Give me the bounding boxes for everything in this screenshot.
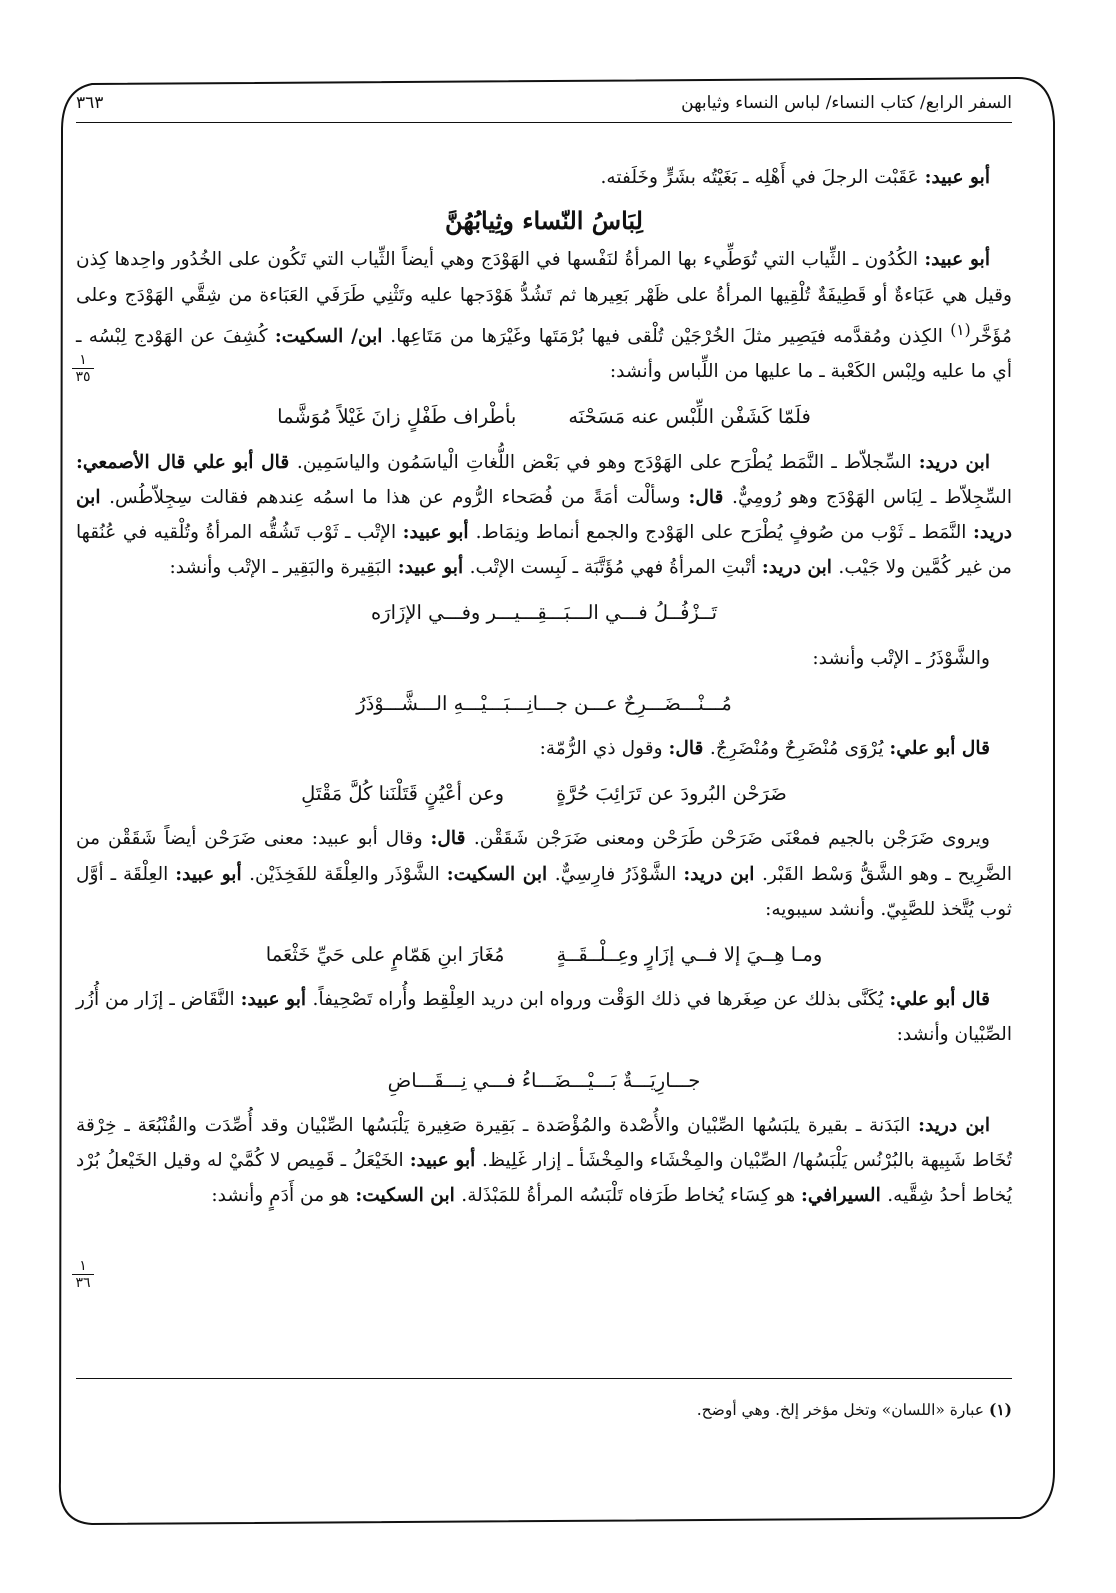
footnote-ref: (١) <box>950 320 971 339</box>
author-label: قال: <box>430 828 474 850</box>
author-label: قال أبو علي: <box>889 989 990 1011</box>
text-run: الشَّوْذَرُ فارِسِيٌّ. <box>554 863 684 885</box>
margin-note-folio-36 <box>72 1258 94 1291</box>
page-content <box>76 88 1012 1508</box>
margin-note-numerator: ١ <box>72 1258 94 1275</box>
verse-hemistich-second: مُغَارَ ابنِ هَمّامٍ على حَيِّ خَثْعَما <box>265 943 505 967</box>
text-run: وقول ذي الرُّمّة: <box>539 738 669 760</box>
verse-4 <box>76 776 1012 811</box>
verse-line: تَــزْفُــلُ فـــي الـــبَـــقِـــيـــر وفـــي الإزَارَه <box>370 601 718 625</box>
text-run: أتْبتِ المرأةُ فهي مُؤَتَّبَة ـ لَبِست الإتْب. <box>469 557 762 579</box>
paragraph-1 <box>76 242 1012 389</box>
text-run: البَدَنة ـ بقيرة يلبَسُها الصِّبْيان والأُصْدة والمُؤْصَدة ـ بَقِيرة صَغِيرة يَلْبَسُها الصِّبْيان وقد أُصِّدَت والقُنْبُعَة ـ خِرْقة تُخَاط شَبِيهة بالبُرْنُس يَلْبَسُها/ الصِّبْيان والمِخْشَاء والمِخْشَأ ـ إزار غَلِيظ. <box>76 1114 1012 1172</box>
verse-3 <box>76 686 1012 721</box>
author-label: ابن دريد: <box>918 451 991 473</box>
page-number: ٣٦٣ <box>76 93 104 113</box>
author-label: أبو عبيد: <box>409 1150 482 1172</box>
text-run: يُكَنَّى بذلك عن صِغَرها في ذلك الوَقْت ورواه ابن دريد العِلْقِط وأُراه تَصْحِيفاً. <box>312 989 890 1011</box>
verse-line: جـــارِيَـــةٌ بَـــيْـــضَـــاءُ فـــي نِـــقَـــاضِ <box>387 1068 701 1092</box>
footnote-rule <box>76 1378 1012 1379</box>
text-run: الكِذن ومُقدَّمه فيَصِير مثلَ الخُرْجَيْن تُلْقى فيها بُرْمَتَها وغَيْرَها من مَتَاعِها. <box>390 326 951 347</box>
verse-hemistich-first: ضَرَحْن البُرودَ عن تَرَائِبَ حُرَّةٍ <box>556 782 787 806</box>
verse-hemistich-second: بأطْراف طَفْلٍ زانَ غَيْلاً مُوَشَّما <box>277 405 517 429</box>
text-run: النَّقَاض ـ إزَار من أُزُر الصِّبْيان وأنشد: <box>76 989 1012 1046</box>
paragraph-6 <box>76 982 1012 1052</box>
author-label: أبو عبيد: <box>240 989 313 1011</box>
text-run: البَقِيرة والبَقِير ـ الإتْب وأنشد: <box>169 557 398 579</box>
margin-note-denominator: ٣٥ <box>75 369 91 385</box>
text-run: العِلْقَة ـ أوَّل ثوب يُتَّخذ للصَّبِيّ. وأنشد سيبويه: <box>76 863 1012 920</box>
verse-6 <box>76 1063 1012 1098</box>
text-run: الكُدُون ـ الثِّياب التي تُوَطِّيء بها المرأةُ لنَفْسها في الهَوْدَج وهي أيضاً الثِّياب التي تَكُون على الخُدُور واحِدها كِذن وقيل هي عَبَاءةٌ أو قَطِيفَةٌ تُلْقِيها المرأةُ على ظَهْر بَعِيرها ثم تَشُدُّ هَوْدَجها عليه وتَثْنِي طَرَفَي العَبَاءة من شِقَّي الهَوْدَج وعلى مُؤَخَّر <box>76 249 1012 347</box>
author-label: ابن دريد: <box>683 863 762 885</box>
verse-5 <box>76 937 1012 972</box>
paragraph-2 <box>76 445 1012 586</box>
text-run: الخَيْعَلُ ـ قَمِيص لا كُمَّيْ له وقيل الخَيْعلُ بُرْد يُخاط أحدُ شِقَّيه. <box>76 1150 1012 1207</box>
chapter-title: لِبَاسُ النّساء وثِيابُهُنَّ <box>445 206 643 236</box>
text-run: الشَّوْذَر والعِلْقَة للفَخِذَيْن. <box>249 863 447 885</box>
author-label: ابن/ السكيت: <box>274 326 391 347</box>
footnote <box>697 1400 1012 1419</box>
author-label: أبو عبيد: <box>397 557 470 579</box>
header-rule <box>76 122 1012 123</box>
verse-hemistich-first: فلَمّا كَشَفْن اللِّبْس عنه مَسَحْنَه <box>568 405 811 429</box>
footnote-number: (١) <box>988 1400 1012 1419</box>
text-run: السِّجلاّط ـ النَّمَط يُطْرَح على الهَوْدَج وهو في بَعْض اللُّغاتِ الْياسَمُون والياسَمِين. <box>296 451 919 473</box>
text-run: هو كِسَاء يُخاط طَرَفاه تَلْبَسُه المرأةُ للمَبْذَلة. <box>461 1185 802 1207</box>
author-label: ابن السكيت: <box>446 863 555 885</box>
text-run: ويروى ضَرَجْن بالجيم فمعْنَى ضَرَحْن طَرَحْن ومعنى ضَرَجْن شَقَقْن. <box>473 828 990 850</box>
text-run: الإتْب ـ ثَوْب تَشُقُّه المرأةُ وتُلْقيه في عُنُقها من غير كُمَّين ولا جَيْب. <box>76 522 1012 579</box>
author-label: ابن دريد: <box>761 557 839 579</box>
author-label: ابن دريد: <box>76 486 1013 544</box>
text-run: السِّجِلاّط ـ لِبَاس الهَوْدَج وهو رُومِيٌّ. <box>732 486 1013 508</box>
author-label: ابن دريد: <box>918 1114 990 1136</box>
author-label: قال أبو علي قال الأصمعي: <box>76 451 297 473</box>
author-label: أبو عبيد: <box>175 863 250 885</box>
text-run: وقال أبو عبيد: معنى ضَرَحْن أيضاً شَقَقْن من الضَّرِيح ـ وهو الشَّقُّ وَسْط القَبْر. <box>76 828 1013 885</box>
margin-note-denominator: ٣٦ <box>75 1275 91 1291</box>
paragraph-5 <box>76 821 1012 927</box>
text-run: عَقَبْت الرجلَ في أَهْلِه ـ بَغَيْتُه بشَرٍّ وخَلَفته. <box>600 167 925 188</box>
paragraph-3 <box>76 641 1012 676</box>
author-label: ابن السكيت: <box>355 1185 462 1207</box>
paragraph-7 <box>76 1108 1012 1214</box>
verse-2 <box>76 595 1012 630</box>
verse-line: مُـــنْـــضَـــرِحٌ عـــن جـــانِـــبَـــيْـــهِ الـــشَّـــوْذَرُ <box>356 691 732 715</box>
text-run: كُشِفَ عن الهَوْدج لِبْسُه ـ أي ما عليه ولِبْس الكَعْبة ـ ما عليها من اللِّباس وأنشد: <box>76 326 1012 383</box>
margin-note-folio-35 <box>72 352 94 385</box>
author-label: السيرافي: <box>801 1185 888 1207</box>
author-label: أبو عبيد: <box>924 167 990 188</box>
verse-1 <box>76 399 1012 434</box>
text-run: والشَّوْذَرُ ـ الإتْب وأنشد: <box>812 647 990 669</box>
author-label: قال أبو علي: <box>889 738 990 760</box>
paragraph-4 <box>76 731 1012 766</box>
author-label: قال: <box>668 738 710 760</box>
margin-note-numerator: ١ <box>72 352 94 369</box>
text-run: هو من أَدَمٍ وأنشد: <box>211 1185 356 1207</box>
main-text <box>76 160 1012 1213</box>
author-label: أبو عبيد: <box>924 249 990 271</box>
author-label: قال: <box>688 486 733 508</box>
verse-hemistich-first: ومـا هِــيَ إلا فــي إزَارٍ وعِــلْــقَــةٍ <box>556 943 823 967</box>
header-title: السفر الرابع/ كتاب النساء/ لباس النساء وثيابهن <box>681 93 1012 113</box>
text-run: يُرْوَى مُنْضَرِحٌ ومُنْضَرِجٌ. <box>709 738 890 760</box>
footnote-text: عبارة «اللسان» وتخل مؤخر إلخ. وهي أوضح. <box>696 1401 985 1419</box>
verse-hemistich-second: وعن أعْيُنٍ قَتَلْنَنا كُلَّ مَقْتَلِ <box>301 782 505 806</box>
running-header <box>76 88 1012 118</box>
author-label: أبو عبيد: <box>402 522 476 544</box>
text-run: وسألْت أمَةً من فُصَحاء الرُّوم عن هذا ما اسمُه عِندهم فقالت سِجِلاّطُس. <box>109 486 689 508</box>
text-run: النَّمَط ـ ثَوْب من صُوفٍ يُطْرَح على الهَوْدج والجمع أنماط ونِمَاط. <box>475 522 973 544</box>
paragraph-intro <box>76 160 1012 195</box>
